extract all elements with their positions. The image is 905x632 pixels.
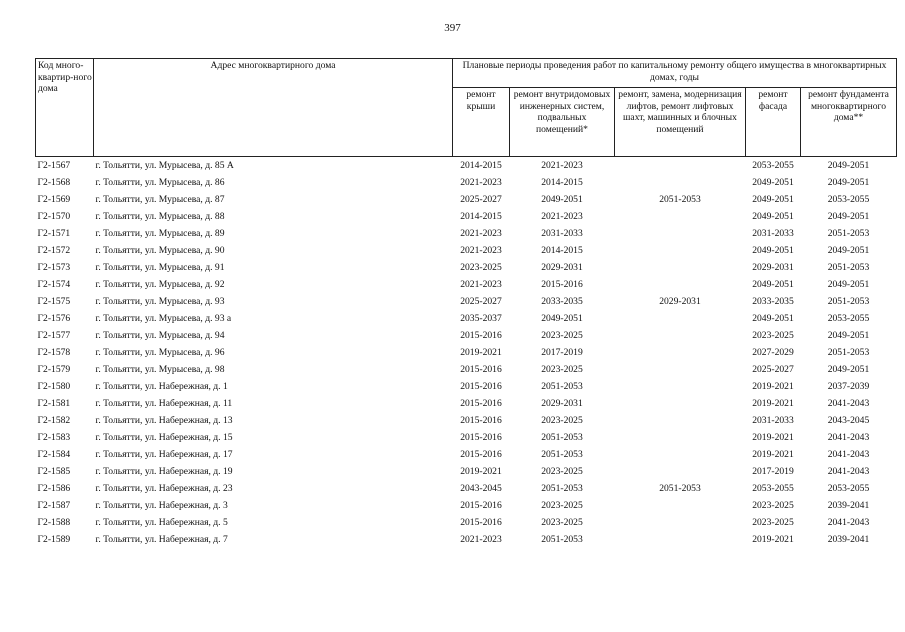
- cell-roof: 2015-2016: [460, 448, 502, 460]
- cell-facade: 2031-2033: [752, 227, 794, 239]
- cell-foundation: 2051-2053: [827, 261, 870, 273]
- header-systems: ремонт внутридомовых инженерных систем, подвальных помещений*: [510, 88, 615, 157]
- header-periods: Плановые периоды проведения работ по капитальному ремонту общего имущества в многоквартирных домах, годы: [453, 59, 897, 88]
- cell-foundation: 2041-2043: [827, 516, 870, 528]
- cell-facade: 2019-2021: [752, 533, 794, 545]
- cell-roof: 2015-2016: [460, 516, 502, 528]
- table-row: [36, 412, 897, 429]
- cell-roof: 2021-2023: [460, 227, 502, 239]
- cell-address: г. Тольятти, ул. Мурысева, д. 94: [95, 329, 225, 341]
- cell-facade: 2049-2051: [752, 193, 794, 205]
- cell-address: г. Тольятти, ул. Мурысева, д. 98: [95, 363, 225, 375]
- cell-address: г. Тольятти, ул. Мурысева, д. 91: [95, 261, 225, 273]
- page-number: 397: [444, 22, 461, 34]
- cell-facade: 2019-2021: [752, 397, 794, 409]
- cell-roof: 2014-2015: [460, 210, 502, 222]
- cell-foundation: 2049-2051: [827, 210, 870, 222]
- cell-lifts: [615, 242, 746, 259]
- cell-address: г. Тольятти, ул. Набережная, д. 5: [95, 516, 228, 528]
- cell-systems: 2029-2031: [541, 397, 583, 409]
- table-row: [36, 429, 897, 446]
- cell-lifts: [615, 497, 746, 514]
- cell-foundation: 2039-2041: [827, 499, 870, 511]
- cell-foundation: 2051-2053: [827, 346, 870, 358]
- cell-code: Г2-1571: [37, 227, 71, 239]
- table-row: [36, 327, 897, 344]
- cell-code: Г2-1574: [37, 278, 71, 290]
- cell-lifts: [615, 327, 746, 344]
- cell-facade: 2017-2019: [752, 465, 794, 477]
- cell-roof: 2019-2021: [460, 465, 502, 477]
- cell-roof: 2025-2027: [460, 193, 502, 205]
- cell-foundation: 2037-2039: [827, 380, 870, 392]
- cell-address: г. Тольятти, ул. Набережная, д. 17: [95, 448, 233, 460]
- cell-code: Г2-1577: [37, 329, 71, 341]
- header-address: Адрес многоквартирного дома: [94, 59, 453, 157]
- cell-address: г. Тольятти, ул. Набережная, д. 13: [95, 414, 233, 426]
- table-row: [36, 242, 897, 259]
- cell-lifts: [615, 463, 746, 480]
- cell-address: г. Тольятти, ул. Мурысева, д. 87: [95, 193, 225, 205]
- cell-facade: 2049-2051: [752, 278, 794, 290]
- header-roof: ремонт крыши: [453, 88, 510, 157]
- cell-facade: 2019-2021: [752, 431, 794, 443]
- capital-repair-table: [35, 58, 897, 548]
- cell-code: Г2-1589: [37, 533, 71, 545]
- cell-code: Г2-1575: [37, 295, 71, 307]
- cell-facade: 2027-2029: [752, 346, 794, 358]
- cell-address: г. Тольятти, ул. Набережная, д. 11: [95, 397, 233, 409]
- cell-systems: 2023-2025: [541, 363, 583, 375]
- table-row: [36, 361, 897, 378]
- cell-facade: 2031-2033: [752, 414, 794, 426]
- cell-facade: 2023-2025: [752, 499, 794, 511]
- cell-roof: 2015-2016: [460, 499, 502, 511]
- cell-systems: 2015-2016: [541, 278, 583, 290]
- cell-facade: 2019-2021: [752, 380, 794, 392]
- table-header: [36, 59, 897, 157]
- header-code: Код много-квартир-ного дома: [36, 59, 94, 157]
- cell-lifts: 2029-2031: [659, 295, 701, 307]
- cell-facade: 2049-2051: [752, 210, 794, 222]
- cell-code: Г2-1576: [37, 312, 71, 324]
- cell-lifts: [615, 344, 746, 361]
- cell-systems: 2029-2031: [541, 261, 583, 273]
- cell-systems: 2051-2053: [541, 482, 583, 494]
- table-row: [36, 395, 897, 412]
- cell-lifts: [615, 225, 746, 242]
- cell-roof: 2019-2021: [460, 346, 502, 358]
- cell-code: Г2-1588: [37, 516, 71, 528]
- cell-systems: 2033-2035: [541, 295, 583, 307]
- cell-code: Г2-1587: [37, 499, 71, 511]
- table-row: [36, 480, 897, 497]
- cell-roof: 2015-2016: [460, 414, 502, 426]
- cell-roof: 2043-2045: [460, 482, 502, 494]
- cell-code: Г2-1583: [37, 431, 71, 443]
- cell-lifts: [615, 395, 746, 412]
- cell-address: г. Тольятти, ул. Мурысева, д. 92: [95, 278, 225, 290]
- cell-code: Г2-1572: [37, 244, 71, 256]
- header-foundation: ремонт фундамента многоквартирного дома**: [801, 88, 897, 157]
- table-row: [36, 531, 897, 548]
- table-row: [36, 157, 897, 175]
- cell-roof: 2025-2027: [460, 295, 502, 307]
- cell-foundation: 2049-2051: [827, 363, 870, 375]
- cell-address: г. Тольятти, ул. Мурысева, д. 96: [95, 346, 225, 358]
- cell-code: Г2-1573: [37, 261, 71, 273]
- table-row: [36, 514, 897, 531]
- cell-address: г. Тольятти, ул. Мурысева, д. 86: [95, 176, 225, 188]
- cell-roof: 2021-2023: [460, 176, 502, 188]
- cell-code: Г2-1582: [37, 414, 71, 426]
- cell-code: Г2-1568: [37, 176, 71, 188]
- cell-roof: 2015-2016: [460, 380, 502, 392]
- cell-code: Г2-1584: [37, 448, 71, 460]
- cell-facade: 2023-2025: [752, 516, 794, 528]
- cell-roof: 2023-2025: [460, 261, 502, 273]
- cell-foundation: 2053-2055: [827, 482, 870, 494]
- cell-address: г. Тольятти, ул. Мурысева, д. 89: [95, 227, 225, 239]
- cell-lifts: [615, 310, 746, 327]
- cell-systems: 2014-2015: [541, 244, 583, 256]
- table-row: [36, 310, 897, 327]
- cell-roof: 2014-2015: [460, 159, 502, 171]
- cell-lifts: 2051-2053: [659, 482, 701, 494]
- cell-address: г. Тольятти, ул. Набережная, д. 1: [95, 380, 228, 392]
- cell-address: г. Тольятти, ул. Мурысева, д. 88: [95, 210, 225, 222]
- cell-roof: 2021-2023: [460, 278, 502, 290]
- cell-lifts: [615, 361, 746, 378]
- header-facade: ремонт фасада: [746, 88, 801, 157]
- cell-lifts: [615, 412, 746, 429]
- cell-code: Г2-1581: [37, 397, 71, 409]
- cell-systems: 2049-2051: [541, 193, 583, 205]
- cell-facade: 2049-2051: [752, 312, 794, 324]
- table-row: [36, 276, 897, 293]
- table-row: [36, 344, 897, 361]
- cell-foundation: 2043-2045: [827, 414, 870, 426]
- cell-lifts: [615, 514, 746, 531]
- cell-code: Г2-1579: [37, 363, 71, 375]
- cell-systems: 2021-2023: [541, 159, 583, 171]
- table-row: [36, 497, 897, 514]
- cell-systems: 2014-2015: [541, 176, 583, 188]
- table-row: [36, 446, 897, 463]
- table-row: [36, 293, 897, 310]
- table-row: [36, 463, 897, 480]
- cell-foundation: 2041-2043: [827, 465, 870, 477]
- cell-roof: 2015-2016: [460, 431, 502, 443]
- cell-roof: 2035-2037: [460, 312, 502, 324]
- cell-lifts: [615, 208, 746, 225]
- cell-foundation: 2049-2051: [827, 159, 870, 171]
- cell-foundation: 2049-2051: [827, 244, 870, 256]
- cell-foundation: 2049-2051: [827, 278, 870, 290]
- cell-foundation: 2053-2055: [827, 312, 870, 324]
- cell-foundation: 2039-2041: [827, 533, 870, 545]
- cell-roof: 2021-2023: [460, 244, 502, 256]
- cell-facade: 2053-2055: [752, 482, 794, 494]
- cell-facade: 2019-2021: [752, 448, 794, 460]
- cell-roof: 2021-2023: [460, 533, 502, 545]
- cell-address: г. Тольятти, ул. Мурысева, д. 93: [95, 295, 225, 307]
- cell-code: Г2-1567: [37, 159, 71, 171]
- cell-systems: 2049-2051: [541, 312, 583, 324]
- cell-facade: 2029-2031: [752, 261, 794, 273]
- cell-address: г. Тольятти, ул. Набережная, д. 3: [95, 499, 228, 511]
- cell-address: г. Тольятти, ул. Набережная, д. 15: [95, 431, 233, 443]
- cell-systems: 2051-2053: [541, 533, 583, 545]
- cell-foundation: 2051-2053: [827, 295, 870, 307]
- cell-foundation: 2041-2043: [827, 431, 870, 443]
- cell-systems: 2023-2025: [541, 329, 583, 341]
- cell-systems: 2017-2019: [541, 346, 583, 358]
- cell-facade: 2023-2025: [752, 329, 794, 341]
- cell-code: Г2-1569: [37, 193, 71, 205]
- table-row: [36, 191, 897, 208]
- cell-code: Г2-1570: [37, 210, 71, 222]
- cell-lifts: [615, 531, 746, 548]
- cell-lifts: [615, 429, 746, 446]
- table-body: [36, 157, 897, 549]
- cell-foundation: 2049-2051: [827, 329, 870, 341]
- cell-foundation: 2049-2051: [827, 176, 870, 188]
- cell-systems: 2023-2025: [541, 414, 583, 426]
- cell-roof: 2015-2016: [460, 397, 502, 409]
- cell-lifts: [615, 174, 746, 191]
- cell-code: Г2-1578: [37, 346, 71, 358]
- cell-systems: 2051-2053: [541, 431, 583, 443]
- cell-code: Г2-1580: [37, 380, 71, 392]
- cell-address: г. Тольятти, ул. Мурысева, д. 90: [95, 244, 225, 256]
- cell-lifts: [615, 157, 746, 175]
- cell-facade: 2033-2035: [752, 295, 794, 307]
- cell-code: Г2-1585: [37, 465, 71, 477]
- table-row: [36, 208, 897, 225]
- cell-lifts: [615, 446, 746, 463]
- cell-facade: 2049-2051: [752, 176, 794, 188]
- cell-address: г. Тольятти, ул. Мурысева, д. 93 а: [95, 312, 232, 324]
- cell-foundation: 2041-2043: [827, 448, 870, 460]
- cell-systems: 2031-2033: [541, 227, 583, 239]
- cell-code: Г2-1586: [37, 482, 71, 494]
- cell-lifts: [615, 276, 746, 293]
- table-row: [36, 378, 897, 395]
- cell-facade: 2053-2055: [752, 159, 794, 171]
- table-row: [36, 174, 897, 191]
- cell-lifts: [615, 378, 746, 395]
- cell-roof: 2015-2016: [460, 363, 502, 375]
- header-lifts: ремонт, замена, модернизация лифтов, ремонт лифтовых шахт, машинных и блочных помещений: [615, 88, 746, 157]
- cell-address: г. Тольятти, ул. Набережная, д. 19: [95, 465, 233, 477]
- cell-systems: 2051-2053: [541, 448, 583, 460]
- cell-foundation: 2041-2043: [827, 397, 870, 409]
- table-row: [36, 225, 897, 242]
- cell-systems: 2023-2025: [541, 516, 583, 528]
- cell-lifts: 2051-2053: [659, 193, 701, 205]
- cell-systems: 2051-2053: [541, 380, 583, 392]
- cell-facade: 2025-2027: [752, 363, 794, 375]
- cell-systems: 2023-2025: [541, 465, 583, 477]
- table-row: [36, 259, 897, 276]
- cell-lifts: [615, 259, 746, 276]
- cell-systems: 2021-2023: [541, 210, 583, 222]
- cell-foundation: 2053-2055: [827, 193, 870, 205]
- cell-facade: 2049-2051: [752, 244, 794, 256]
- cell-roof: 2015-2016: [460, 329, 502, 341]
- cell-systems: 2023-2025: [541, 499, 583, 511]
- cell-address: г. Тольятти, ул. Набережная, д. 23: [95, 482, 233, 494]
- cell-foundation: 2051-2053: [827, 227, 870, 239]
- cell-address: г. Тольятти, ул. Набережная, д. 7: [95, 533, 228, 545]
- cell-address: г. Тольятти, ул. Мурысева, д. 85 А: [95, 159, 234, 171]
